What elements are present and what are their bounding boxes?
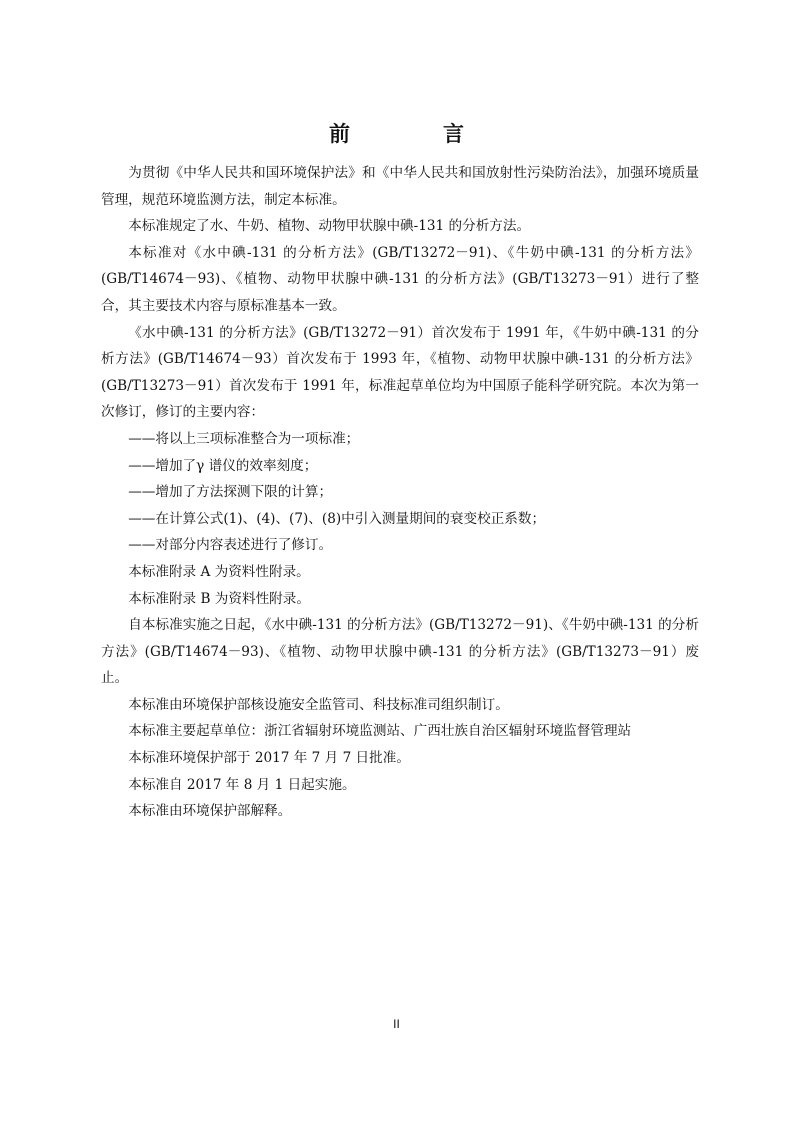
paragraph: 自本标准实施之日起，《水中碘-131 的分析方法》(GB/T13272－91)、《牛奶中碘-131 的分析方法》(GB/T14674－93)、《植物、动物甲状腺中碘-131 的分析方法》(GB/T13273－91）废止。: [101, 617, 699, 687]
revision-item: ——增加了γ 谱仪的效率刻度；: [128, 457, 318, 474]
revision-item: ——在计算公式(1)、(4)、(7)、(8)中引入测量期间的衰变校正系数；: [128, 510, 546, 527]
page-title: 前 言: [329, 121, 500, 146]
paragraph: 《水中碘-131 的分析方法》(GB/T13272－91）首次发布于 1991 年，《牛奶中碘-131 的分析方法》(GB/T14674－93）首次发布于 1993 年，《植物、动物甲状腺中碘-131 的分析方法》(GB/T13273－91）首次发布于 1991 年，标准起草单位均为中国原子能科学研究院。本次为第一次修订，修订的主要内容：: [101, 324, 699, 421]
page-number: II: [393, 1017, 400, 1031]
paragraph: 本标准附录 B 为资料性附录。: [128, 590, 310, 607]
preface-body: [101, 160, 699, 825]
revision-item: ——对部分内容表述进行了修订。: [128, 537, 333, 554]
paragraph: 本标准规定了水、牛奶、植物、动物甲状腺中碘-131 的分析方法。: [128, 218, 531, 235]
paragraph: 本标准附录 A 为资料性附录。: [128, 563, 310, 580]
paragraph: 本标准对《水中碘-131 的分析方法》(GB/T13272－91)、《牛奶中碘-131 的分析方法》(GB/T14674－93)、《植物、动物甲状腺中碘-131 的分析方法》(GB/T13273－91）进行了整合，其主要技术内容与原标准基本一致。: [101, 244, 699, 314]
paragraph: 为贯彻《中华人民共和国环境保护法》和《中华人民共和国放射性污染防治法》，加强环境质量管理，规范环境监测方法，制定本标准。: [101, 165, 699, 208]
paragraph: 本标准环境保护部于 2017 年 7 月 7 日批准。: [128, 750, 410, 767]
paragraph: 本标准由环境保护部核设施安全监管司、科技标准司组织制订。: [128, 696, 509, 713]
revision-item: ——增加了方法探测下限的计算；: [128, 484, 333, 501]
paragraph: 本标准主要起草单位：浙江省辐射环境监测站、广西壮族自治区辐射环境监督管理站: [128, 723, 632, 740]
paragraph: 本标准由环境保护部解释。: [128, 803, 292, 820]
paragraph: 本标准自 2017 年 8 月 1 日起实施。: [128, 776, 356, 793]
revision-item: ——将以上三项标准整合为一项标准；: [128, 430, 360, 447]
